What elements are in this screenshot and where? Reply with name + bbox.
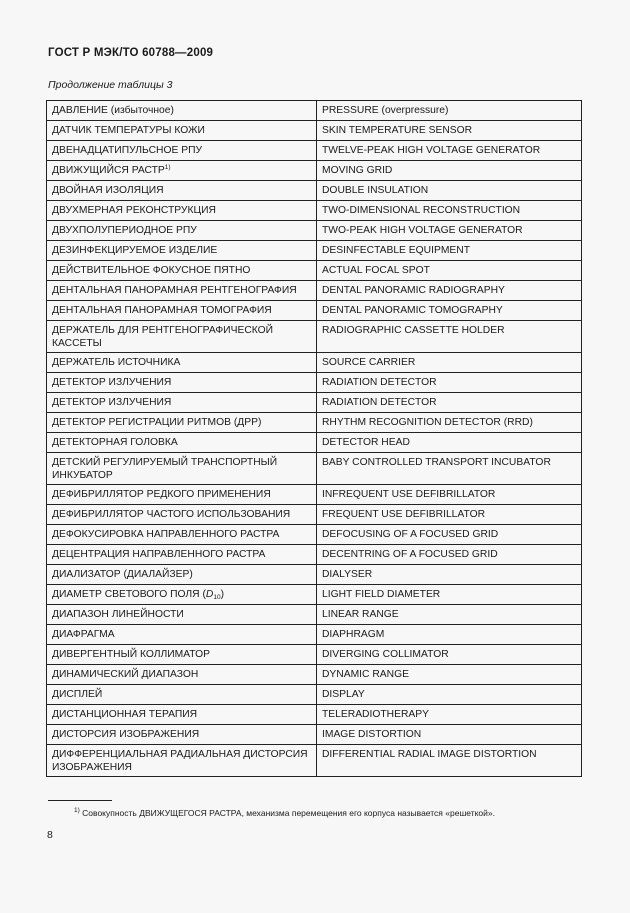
term-ru-text: ДВИЖУЩИЙСЯ РАСТР xyxy=(52,165,165,176)
term-ru: ДЕНТАЛЬНАЯ ПАНОРАМНАЯ РЕНТГЕНОГРАФИЯ xyxy=(47,281,317,301)
term-en: LINEAR RANGE xyxy=(317,605,582,625)
term-ru: ДЕРЖАТЕЛЬ ИСТОЧНИКА xyxy=(47,353,317,373)
term-en: SKIN TEMPERATURE SENSOR xyxy=(317,121,582,141)
table-row xyxy=(47,353,582,373)
table-row xyxy=(47,301,582,321)
term-ru: ДИАФРАГМА xyxy=(47,625,317,645)
term-ru: ДАТЧИК ТЕМПЕРАТУРЫ КОЖИ xyxy=(47,121,317,141)
table-row xyxy=(47,201,582,221)
table-row xyxy=(47,281,582,301)
term-en: RADIOGRAPHIC CASSETTE HOLDER xyxy=(317,321,582,353)
table-row xyxy=(47,685,582,705)
term-en: TELERADIOTHERAPY xyxy=(317,705,582,725)
table-row xyxy=(47,181,582,201)
term-ru: ДИВЕРГЕНТНЫЙ КОЛЛИМАТОР xyxy=(47,645,317,665)
footnote-divider xyxy=(48,800,112,801)
term-ru: ДВУХМЕРНАЯ РЕКОНСТРУКЦИЯ xyxy=(47,201,317,221)
footnote-marker: 1) xyxy=(74,807,80,814)
terms-table xyxy=(46,100,582,777)
term-ru: ДИСПЛЕЙ xyxy=(47,685,317,705)
term-en: LIGHT FIELD DIAMETER xyxy=(317,585,582,605)
term-en: DIFFERENTIAL RADIAL IMAGE DISTORTION xyxy=(317,745,582,777)
table-row xyxy=(47,585,582,605)
term-ru: ДИАПАЗОН ЛИНЕЙНОСТИ xyxy=(47,605,317,625)
table-row xyxy=(47,413,582,433)
table-row xyxy=(47,221,582,241)
term-ru: ДЕНТАЛЬНАЯ ПАНОРАМНАЯ ТОМОГРАФИЯ xyxy=(47,301,317,321)
term-en: DENTAL PANORAMIC TOMOGRAPHY xyxy=(317,301,582,321)
table-row xyxy=(47,645,582,665)
subscript-10: 10 xyxy=(213,594,221,601)
term-en: DENTAL PANORAMIC RADIOGRAPHY xyxy=(317,281,582,301)
term-en: DIALYSER xyxy=(317,565,582,585)
table-row xyxy=(47,161,582,181)
term-en: FREQUENT USE DEFIBRILLATOR xyxy=(317,505,582,525)
term-en: TWO-DIMENSIONAL RECONSTRUCTION xyxy=(317,201,582,221)
term-ru xyxy=(47,161,317,181)
table-row xyxy=(47,373,582,393)
term-ru: ДЕТЕКТОР ИЗЛУЧЕНИЯ xyxy=(47,373,317,393)
table-row xyxy=(47,525,582,545)
term-ru: ДЕТСКИЙ РЕГУЛИРУЕМЫЙ ТРАНСПОРТНЫЙ ИНКУБАТОР xyxy=(47,453,317,485)
term-en: DYNAMIC RANGE xyxy=(317,665,582,685)
term-ru: ДЕФОКУСИРОВКА НАПРАВЛЕННОГО РАСТРА xyxy=(47,525,317,545)
term-en: ACTUAL FOCAL SPOT xyxy=(317,261,582,281)
table-row xyxy=(47,625,582,645)
table-row xyxy=(47,505,582,525)
table-row xyxy=(47,605,582,625)
term-en: DESINFECTABLE EQUIPMENT xyxy=(317,241,582,261)
term-ru: ДИАЛИЗАТОР (ДИАЛАЙЗЕР) xyxy=(47,565,317,585)
term-en: TWO-PEAK HIGH VOLTAGE GENERATOR xyxy=(317,221,582,241)
table-row xyxy=(47,565,582,585)
table-row xyxy=(47,241,582,261)
table-row xyxy=(47,665,582,685)
term-ru: ДИНАМИЧЕСКИЙ ДИАПАЗОН xyxy=(47,665,317,685)
term-en: MOVING GRID xyxy=(317,161,582,181)
term-ru: ДИСТАНЦИОННАЯ ТЕРАПИЯ xyxy=(47,705,317,725)
table-row xyxy=(47,101,582,121)
table-row xyxy=(47,141,582,161)
term-ru: ДЕФИБРИЛЛЯТОР ЧАСТОГО ИСПОЛЬЗОВАНИЯ xyxy=(47,505,317,525)
footnote xyxy=(74,808,495,818)
term-en: IMAGE DISTORTION xyxy=(317,725,582,745)
term-ru-text: ДИАМЕТР СВЕТОВОГО ПОЛЯ ( xyxy=(52,589,206,600)
term-en: PRESSURE (overpressure) xyxy=(317,101,582,121)
term-en: TWELVE-PEAK HIGH VOLTAGE GENERATOR xyxy=(317,141,582,161)
term-ru: ДИФФЕРЕНЦИАЛЬНАЯ РАДИАЛЬНАЯ ДИСТОРСИЯ ИЗОБРАЖЕНИЯ xyxy=(47,745,317,777)
document-header: ГОСТ Р МЭК/ТО 60788—2009 xyxy=(48,47,214,59)
term-ru: ДЕЗИНФЕКЦИРУЕМОЕ ИЗДЕЛИЕ xyxy=(47,241,317,261)
term-en: DIVERGING COLLIMATOR xyxy=(317,645,582,665)
term-en: DEFOCUSING OF A FOCUSED GRID xyxy=(317,525,582,545)
term-ru: ДЕТЕКТОР РЕГИСТРАЦИИ РИТМОВ (ДРР) xyxy=(47,413,317,433)
table-caption: Продолжение таблицы 3 xyxy=(48,79,173,91)
term-en: SOURCE CARRIER xyxy=(317,353,582,373)
table-row xyxy=(47,393,582,413)
term-ru xyxy=(47,585,317,605)
term-ru: ДЕТЕКТОРНАЯ ГОЛОВКА xyxy=(47,433,317,453)
table-row xyxy=(47,433,582,453)
variable-d: D xyxy=(205,589,214,600)
page-number: 8 xyxy=(47,829,53,841)
table-row xyxy=(47,485,582,505)
table-row xyxy=(47,725,582,745)
term-ru: ДАВЛЕНИЕ (избыточное) xyxy=(47,101,317,121)
term-en: DOUBLE INSULATION xyxy=(317,181,582,201)
term-ru: ДВЕНАДЦАТИПУЛЬСНОЕ РПУ xyxy=(47,141,317,161)
term-en: BABY CONTROLLED TRANSPORT INCUBATOR xyxy=(317,453,582,485)
closing-paren: ) xyxy=(220,589,225,600)
table-row xyxy=(47,321,582,353)
table-row xyxy=(47,121,582,141)
table-row xyxy=(47,453,582,485)
table-row xyxy=(47,545,582,565)
table-row xyxy=(47,745,582,777)
term-en: DIAPHRAGM xyxy=(317,625,582,645)
footnote-ref: 1) xyxy=(164,164,171,171)
term-en: DECENTRING OF A FOCUSED GRID xyxy=(317,545,582,565)
term-ru: ДИСТОРСИЯ ИЗОБРАЖЕНИЯ xyxy=(47,725,317,745)
footnote-text: Совокупность ДВИЖУЩЕГОСЯ РАСТРА, механизма перемещения его корпуса называется «решеткой». xyxy=(82,808,495,818)
term-en: RHYTHM RECOGNITION DETECTOR (RRD) xyxy=(317,413,582,433)
table-row xyxy=(47,705,582,725)
term-ru: ДВОЙНАЯ ИЗОЛЯЦИЯ xyxy=(47,181,317,201)
term-ru: ДЕТЕКТОР ИЗЛУЧЕНИЯ xyxy=(47,393,317,413)
term-en: RADIATION DETECTOR xyxy=(317,373,582,393)
term-en: DETECTOR HEAD xyxy=(317,433,582,453)
term-en: RADIATION DETECTOR xyxy=(317,393,582,413)
term-ru: ДВУХПОЛУПЕРИОДНОЕ РПУ xyxy=(47,221,317,241)
term-ru: ДЕЙСТВИТЕЛЬНОЕ ФОКУСНОЕ ПЯТНО xyxy=(47,261,317,281)
term-ru: ДЕЦЕНТРАЦИЯ НАПРАВЛЕННОГО РАСТРА xyxy=(47,545,317,565)
term-en: DISPLAY xyxy=(317,685,582,705)
terms-table-body xyxy=(47,101,582,777)
term-ru: ДЕРЖАТЕЛЬ ДЛЯ РЕНТГЕНОГРАФИЧЕСКОЙ КАССЕТЫ xyxy=(47,321,317,353)
table-row xyxy=(47,261,582,281)
term-en: INFREQUENT USE DEFIBRILLATOR xyxy=(317,485,582,505)
term-ru: ДЕФИБРИЛЛЯТОР РЕДКОГО ПРИМЕНЕНИЯ xyxy=(47,485,317,505)
